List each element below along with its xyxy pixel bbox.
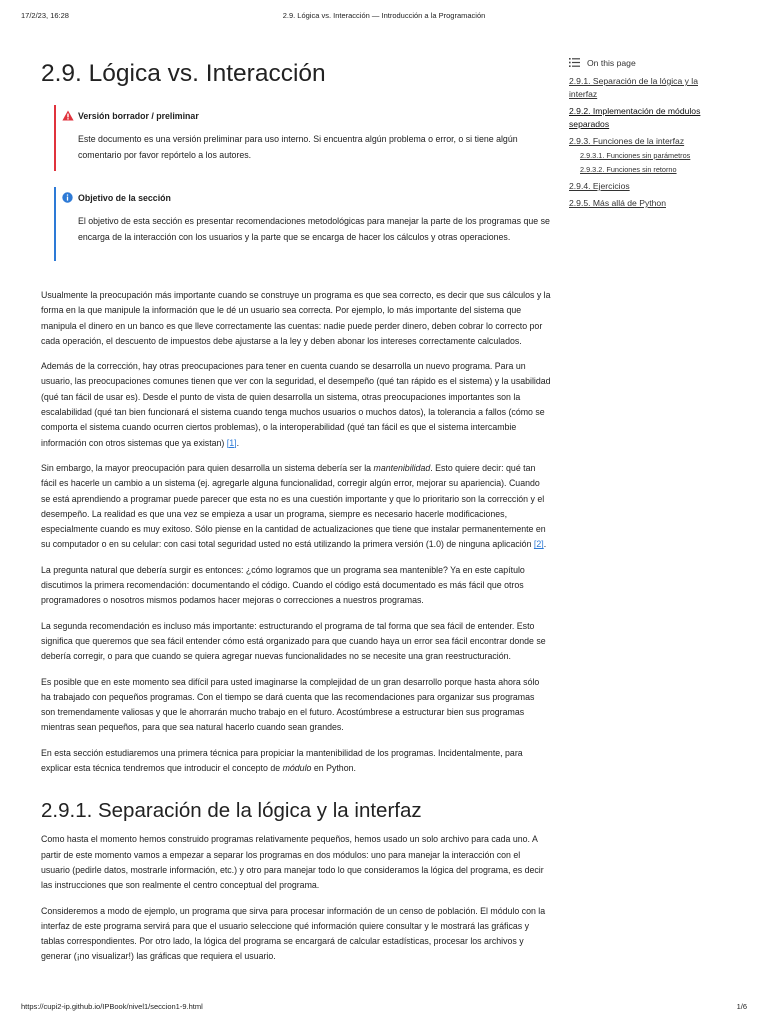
paragraph-text: . Esto quiere decir: qué tan fácil es hacerle un cambio a un sistema (ej. agregarle alguna funcionalidad, corregir algún error, mejorar su apariencia). Cuando se está aprendiendo a programar puede parecer que esta no es una cuestión importante y que lo prioritario son la corrección y el desempeño. La realidad es que una vez se empieza a usar un programa, siempre es necesario hacerle modificaciones, especialmente cuando es muy exitoso. Sólo piense en la cantidad de actualizaciones que tiene que instalar permanentemente en su computador o en su celular: con casi total seguridad usted no está utilizando la primera versión (1.0) de ninguna aplicación	[41, 462, 546, 550]
print-header	[0, 0, 768, 24]
admonition-header	[78, 191, 551, 209]
toc-link-2-9-3-2[interactable]: 2.9.3.2. Funciones sin retorno	[580, 165, 677, 174]
print-doc-title: 2.9. Lógica vs. Interacción — Introducción a la Programación	[282, 11, 486, 20]
print-url: https://cupi2-ip.github.io/IPBook/nivel1/seccion1-9.html	[21, 1002, 203, 1011]
print-page-number: 1/6	[736, 1002, 747, 1011]
toc-link-2-9-2[interactable]: 2.9.2. Implementación de módulos separados	[569, 106, 701, 129]
paragraph: Como hasta el momento hemos construido programas relativamente pequeños, hemos usado un solo archivo para cada uno. A partir de este momento vamos a empezar a separar los programas en dos módulos: uno para manejar la interacción con el usuario (pedirle datos, mostrarle información, etc.) y otro para manejar todo lo que consideramos la lógica del programa, es decir las instrucciones que son realmente el centro conceptual del programa.	[41, 834, 544, 891]
toc-link-2-9-4[interactable]: 2.9.4. Ejercicios	[569, 181, 630, 191]
toc-item	[569, 105, 719, 131]
emphasis-term: módulo	[282, 763, 312, 774]
toc-link-2-9-3-1[interactable]: 2.9.3.1. Funciones sin parámetros	[580, 151, 691, 160]
paragraph-end: .	[236, 437, 240, 448]
paragraph	[41, 461, 551, 553]
paragraph: La segunda recomendación es incluso más importante: estructurando el programa de tal forma que sea fácil de entender. Esto significa que queremos que sea fácil entender cómo está organizado para que cuando haya un error sea fácil encontrar donde se debería corregir, o para que cuando se quiera agregar nuevas funcionalidades no se necesite una gran reestructuración.	[41, 620, 546, 662]
footnote-link-1[interactable]: [1]	[226, 437, 237, 448]
list-icon	[569, 58, 580, 69]
on-this-page-toc	[569, 55, 719, 210]
toc-link-2-9-3[interactable]: 2.9.3. Funciones de la interfaz	[569, 136, 685, 146]
paragraph-text: En esta sección estudiaremos una primera técnica para propiciar la mantenibilidad de los programas. Incidentalmente, para explicar esta técnica tendremos que introducir el concepto de	[41, 747, 523, 774]
paragraph-text: Además de la corrección, hay otras preocupaciones para tener en cuenta cuando se desarrolla un nuevo programa. Para un usuario, las preocupaciones comunes tienen que ver con la seguridad, el desempeño (qué tan rápido es el sistema) y la usabilidad (qué tan fácil de usar es). Desde el punto de vista de quien desarrolla un sistema, otras preocupaciones importantes son la escalabilidad (qué tan bien funcionará el sistema cuando tenga muchos usuarios o muchos datos), la tolerancia a fallos (cómo se comporta el sistema cuando ocurren ciertos problemas), o la interoperabilidad (qué tan fácil es que el sistema intercambie información con otros sistemas que ya existan)	[41, 361, 551, 448]
toc-item	[569, 197, 719, 210]
section-heading: 2.9.1. Separación de la lógica y la interfaz	[41, 799, 422, 823]
paragraph: Usualmente la preocupación más importante cuando se construye un programa es que sea correcto, es decir que sus cálculos y la forma en la que manipule la información que le dé un usuario sea correcta. Por ejemplo, lo más importante del sistema que manipula el dinero en un banco es que lleve correctamente las cuentas: nadie puede perder dinero, deben cobrar lo correcto por cada operación, el descuento de impuestos debe ajustarse a la ley y deben abonar los intereses correctamente calculados.	[41, 290, 551, 346]
paragraph-end: .	[543, 539, 547, 550]
toc-item	[569, 75, 719, 101]
paragraph: Es posible que en este momento sea difícil para usted imaginarse la complejidad de un gran desarrollo porque hasta ahora sólo ha trabajado con pequeños programas. Con el tiempo se dará cuenta que las recomendaciones para organizar sus programas son tremendamente valiosas y que le ahorrarán mucho trabajo en el futuro. Acostúmbrese a estructurar bien sus programas mientras sean pequeños, para que sea natural hacerlo cuando sean grandes.	[41, 676, 540, 733]
warning-triangle-icon	[62, 110, 74, 127]
admonition-header	[78, 109, 551, 127]
toc-header	[569, 55, 719, 75]
admonition-text: El objetivo de esta sección es presentar recomendaciones metodológicas para manejar la parte de los programas que se encarga de la interacción con los usuarios y la parte que se encarga de hacer los cálculos y otras operaciones.	[78, 216, 550, 242]
paragraph-text: Sin embargo, la mayor preocupación para quien desarrolla un sistema debería ser la	[41, 462, 374, 473]
main-content	[41, 55, 551, 965]
print-datetime: 17/2/23, 16:28	[21, 11, 69, 20]
toc-subitem	[569, 163, 719, 176]
toc-item	[569, 135, 719, 148]
paragraph: Consideremos a modo de ejemplo, un programa que sirva para procesar información de un censo de población. El módulo con la interfaz de este programa servirá para que el usuario seleccione qué información quiere consultar y le mostrará las gráficas y tablas correspondientes. Por otro lado, la lógica del programa se encargará de calcular estadísticas, procesar los archivos y generar (¡no visualizar!) las gráficas que requiera el usuario.	[41, 905, 546, 962]
toc-heading: On this page	[587, 58, 636, 68]
toc-subitem	[569, 149, 719, 162]
paragraph	[41, 359, 551, 451]
toc-item	[569, 180, 719, 193]
emphasis-term: mantenibilidad	[373, 462, 431, 473]
toc-list	[569, 75, 719, 210]
admonition-title: Objetivo de la sección	[78, 193, 171, 203]
toc-link-2-9-1[interactable]: 2.9.1. Separación de la lógica y la interfaz	[569, 76, 698, 99]
note-admonition	[54, 187, 551, 261]
footnote-link-2[interactable]: [2]	[533, 539, 544, 550]
paragraph: La pregunta natural que debería surgir es entonces: ¿cómo logramos que un programa sea mantenible? Ya en este capítulo discutimos la primera recomendación: documentando el código. Cuando el código está documentado es más fácil que otros programadores o nosotros mismos podamos hacer mejoras o correcciones a nuestros programas.	[41, 564, 525, 606]
paragraph	[41, 746, 551, 777]
admonition-text: Este documento es una versión preliminar para uso interno. Si encuentra algún problema o error, o si tiene algún comentario por favor repórtelo a los autores.	[78, 134, 518, 160]
page-title: 2.9. Lógica vs. Interacción	[41, 60, 326, 87]
admonition-title: Versión borrador / preliminar	[78, 111, 199, 121]
toc-link-2-9-5[interactable]: 2.9.5. Más allá de Python	[569, 198, 666, 208]
info-circle-icon	[62, 192, 73, 209]
paragraph-text: en Python.	[311, 763, 356, 774]
warning-admonition	[54, 105, 551, 171]
